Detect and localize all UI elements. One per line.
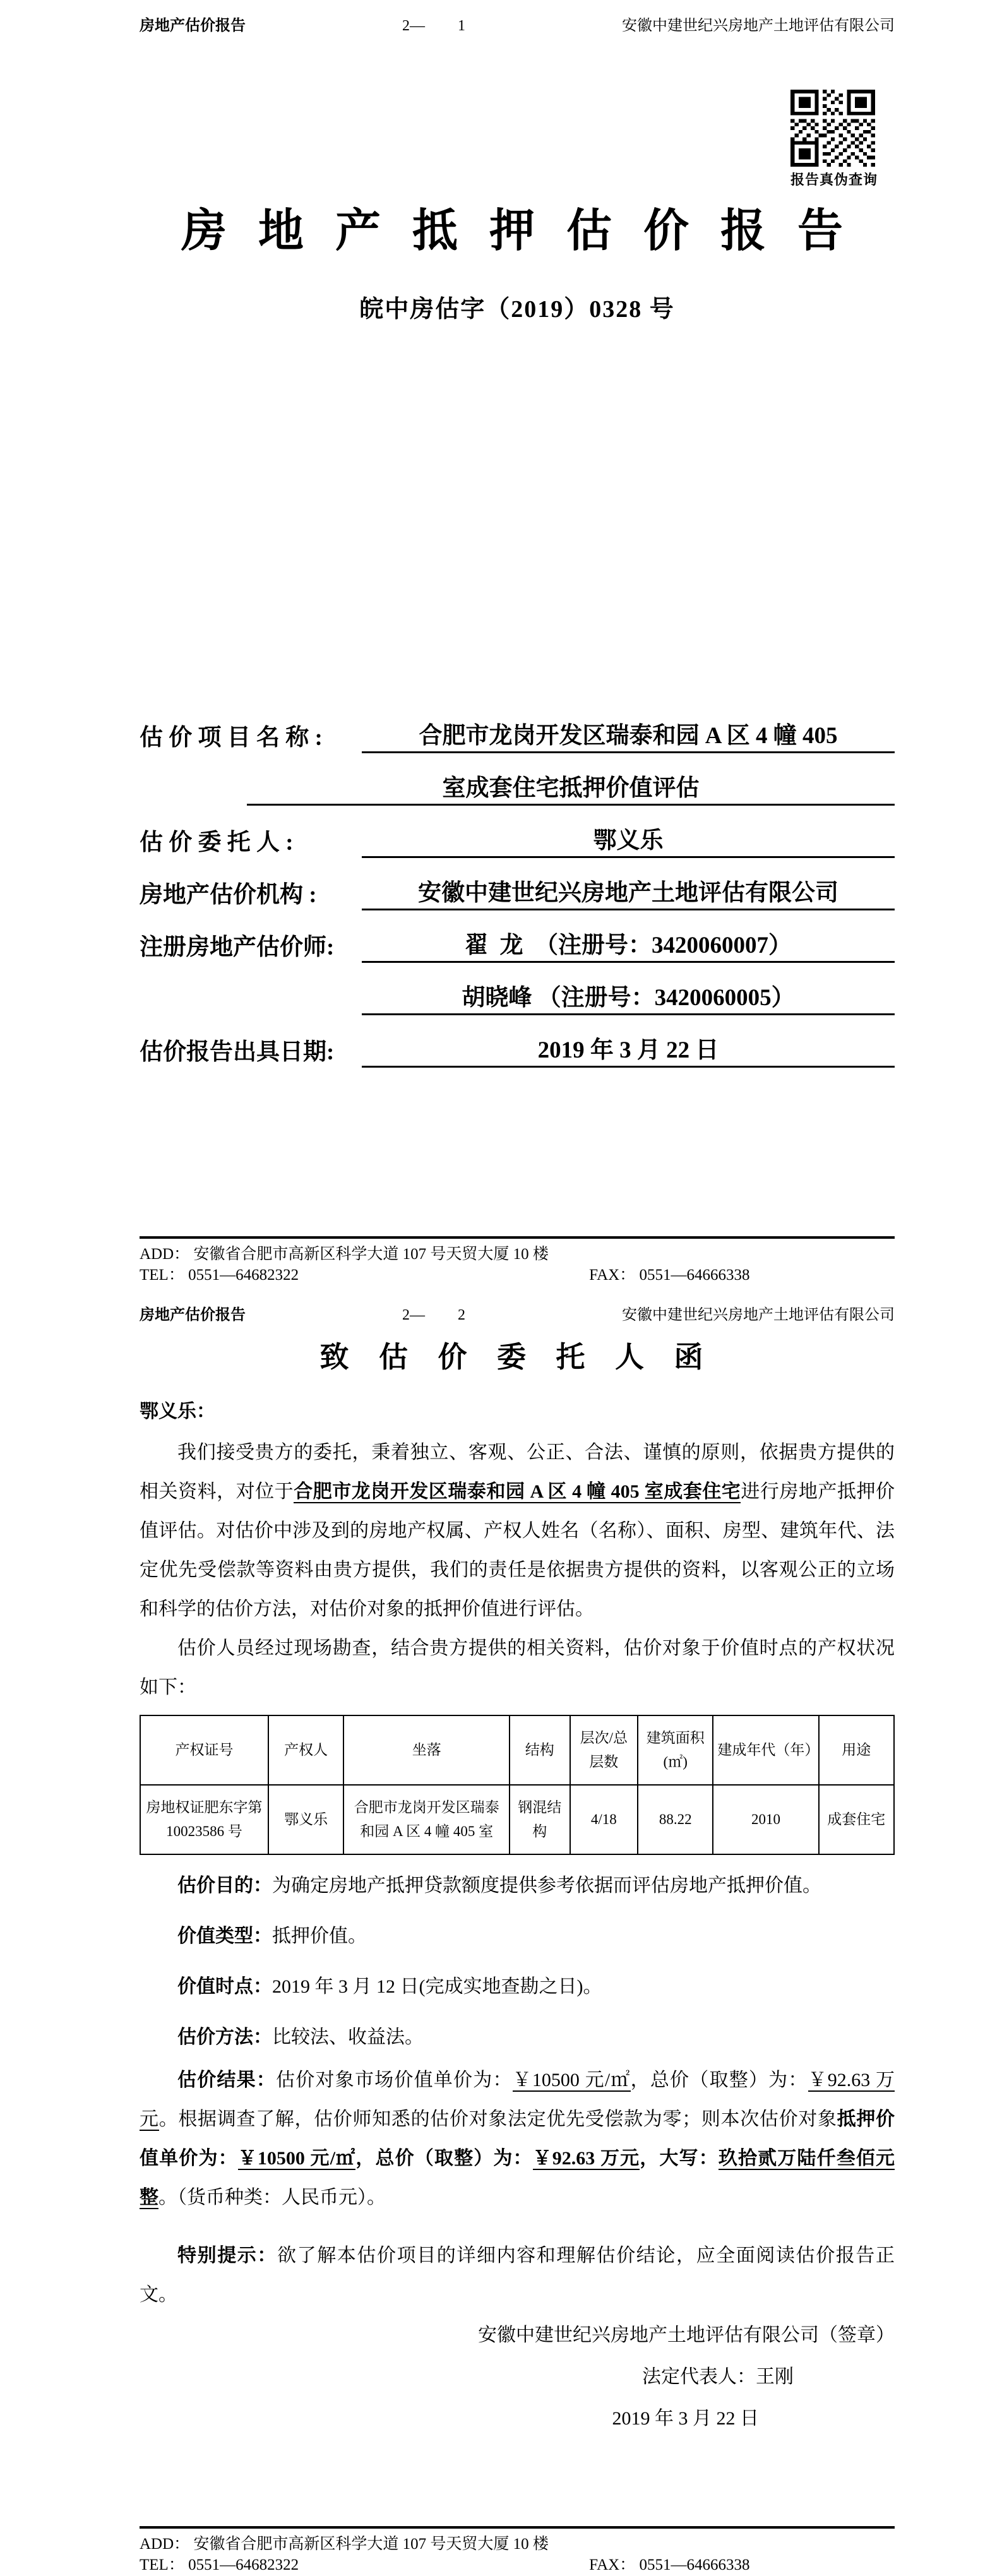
value-date-text: 2019 年 3 月 12 日(完成实地查勘之日)。 — [272, 1976, 602, 1998]
signature-company: 安徽中建世纪兴房地产土地评估有限公司（签章） — [478, 2325, 895, 2346]
report-title: 房 地 产 抵 押 估 价 报 告 — [181, 206, 853, 256]
field-value-issue-date: 2019 年 3 月 22 日 — [362, 1030, 895, 1068]
mortgage-price-intro: 抵押价值单价为： — [140, 2109, 895, 2169]
header-page-number: 2 — [458, 1307, 465, 1323]
qr-verification-block — [790, 90, 876, 189]
footer-contacts — [140, 1265, 895, 1285]
cell-year-built: 2010 — [713, 1785, 818, 1854]
valuation-method — [140, 2018, 895, 2057]
field-appraiser-1 — [140, 910, 895, 963]
result-text: 。（货币种类：人民币元）。 — [158, 2187, 386, 2209]
field-value-client: 鄂义乐 — [362, 821, 895, 858]
qr-label: 报告真伪查询 — [790, 172, 878, 188]
market-total-price: ￥92.63 万元 — [140, 2070, 895, 2130]
cell-cert-number: 房地权证肥东字第 10023586 号 — [140, 1785, 268, 1854]
header-page-indicator — [402, 1306, 465, 1325]
value-type — [140, 1917, 895, 1956]
header-page-indicator — [402, 16, 465, 35]
valuation-result — [140, 2061, 895, 2217]
field-value-appraiser-2: 胡晓峰 （注册号：3420060005） — [362, 978, 895, 1015]
header-company-name: 安徽中建世纪兴房地产土地评估有限公司 — [622, 18, 895, 34]
paragraph-text: 我们接受贵方的委托，秉着独立、客观、公正、合法、谨慎的原则，依据贵方提供的相关资料，对位于 — [140, 1442, 895, 1503]
method-label: 估价方法： — [177, 2027, 272, 2048]
result-text: 。根据调查了解，估价师知悉的估价对象法定优先受偿款为零；则本次估价对象 — [158, 2109, 837, 2130]
field-project-name — [140, 701, 895, 753]
amount-in-words: 玖拾贰万陆仟叁佰元整 — [140, 2148, 895, 2209]
mortgage-unit-price: ￥10500 元/㎡ — [237, 2148, 356, 2169]
purpose-text: 为确定房地产抵押贷款额度提供参考依据而评估房地产抵押价值。 — [272, 1875, 821, 1897]
property-name-emphasis: 合肥市龙岗开发区瑞泰和园 A 区 4 幢 405 室成套住宅 — [294, 1481, 741, 1503]
field-label-project: 估 价 项 目 名 称 : — [140, 725, 323, 751]
header-page-prefix: 2— — [402, 18, 425, 34]
result-text: ，总价（取整）为： — [630, 2070, 808, 2091]
signature-date: 2019 年 3 月 22 日 — [612, 2408, 759, 2430]
field-appraiser-2 — [140, 963, 895, 1015]
header-page-number: 1 — [458, 18, 465, 34]
paragraph-text: 进行房地产抵押价值评估。对估价中涉及到的房地产权属、产权人姓名（名称）、面积、房型、建筑年代、法定优先受偿款等资料由贵方提供，我们的责任是依据贵方提供的资料，以客观公正的立场和科学的估价方法，对估价对象的抵押价值进行评估。 — [140, 1481, 895, 1620]
header-page-prefix: 2— — [402, 1307, 425, 1323]
page-footer — [140, 1236, 895, 1285]
cell-location: 合肥市龙岗开发区瑞泰和园 A 区 4 幢 405 室 — [343, 1785, 510, 1854]
field-client — [140, 806, 895, 858]
cell-floor: 4/18 — [570, 1785, 638, 1854]
letter-greeting: 鄂义乐： — [140, 1401, 215, 1422]
cell-area: 88.22 — [638, 1785, 713, 1854]
field-value-appraiser-1: 翟 龙 （注册号：3420060007） — [362, 926, 895, 963]
market-unit-price: ￥10500 元/㎡ — [512, 2070, 631, 2091]
special-note-text: 欲了解本估价项目的详细内容和理解估价结论，应全面阅读估价报告正文。 — [140, 2245, 895, 2306]
col-usage: 用途 — [819, 1715, 894, 1785]
value-type-label: 价值类型： — [177, 1926, 272, 1947]
purpose-label: 估价目的： — [177, 1875, 272, 1897]
footer-fax: FAX： 0551—64666338 — [589, 1267, 750, 1284]
cell-owner: 鄂义乐 — [268, 1785, 343, 1854]
col-year-built: 建成年代（年） — [713, 1715, 818, 1785]
col-cert-number: 产权证号 — [140, 1715, 268, 1785]
footer-rule — [140, 2526, 895, 2529]
letter-paragraph-1 — [140, 1433, 895, 1629]
table-row — [140, 1785, 894, 1854]
result-text-bold: ，总价（取整）为： — [355, 2148, 533, 2169]
value-date — [140, 1967, 895, 2007]
signature-block — [140, 2315, 895, 2440]
qr-code-icon — [790, 90, 875, 167]
field-value-agency: 安徽中建世纪兴房地产土地评估有限公司 — [362, 873, 895, 910]
value-type-text: 抵押价值。 — [272, 1926, 367, 1947]
running-header — [140, 1301, 895, 1325]
field-agency — [140, 858, 895, 910]
cell-usage: 成套住宅 — [819, 1785, 894, 1854]
footer-rule — [140, 1236, 895, 1239]
col-area: 建筑面积(㎡) — [638, 1715, 713, 1785]
result-text: 估价对象市场价值单价为： — [276, 2070, 513, 2091]
footer-address: ADD： 安徽省合肥市高新区科学大道 107 号天贸大厦 10 楼 — [140, 2536, 549, 2553]
footer-tel: TEL： 0551—64682322 — [140, 2556, 299, 2573]
header-doc-title: 房地产估价报告 — [140, 1307, 246, 1323]
footer-address: ADD： 安徽省合肥市高新区科学大道 107 号天贸大厦 10 楼 — [140, 1246, 549, 1263]
result-label: 估价结果： — [177, 2070, 277, 2091]
col-floor: 层次/总层数 — [570, 1715, 638, 1785]
table-header-row — [140, 1715, 894, 1785]
header-doc-title: 房地产估价报告 — [140, 18, 246, 34]
col-structure: 结构 — [510, 1715, 570, 1785]
field-label-issue-date: 估价报告出具日期: — [140, 1039, 335, 1065]
cover-fields — [140, 701, 895, 1068]
col-owner: 产权人 — [268, 1715, 343, 1785]
footer-tel: TEL： 0551—64682322 — [140, 1267, 299, 1284]
mortgage-total-price: ￥92.63 万元 — [532, 2148, 640, 2169]
cell-structure: 钢混结构 — [510, 1785, 570, 1854]
letter-title: 致 估 价 委 托 人 函 — [319, 1341, 715, 1373]
footer-fax: FAX： 0551—64666338 — [589, 2556, 750, 2573]
letter-to-client-page — [0, 1301, 1002, 2576]
method-text: 比较法、收益法。 — [272, 2027, 424, 2048]
report-number: 皖中房估字（2019）0328 号 — [359, 296, 675, 323]
field-label-client: 估 价 委 托 人 : — [140, 830, 294, 856]
running-header — [140, 0, 895, 35]
field-value-project-line2: 室成套住宅抵押价值评估 — [247, 768, 895, 806]
valuation-purpose — [140, 1866, 895, 1905]
property-rights-table — [140, 1715, 895, 1855]
field-value-project-line1: 合肥市龙岗开发区瑞泰和园 A 区 4 幢 405 — [362, 716, 895, 753]
special-note-label: 特别提示： — [177, 2245, 277, 2267]
header-company-name: 安徽中建世纪兴房地产土地评估有限公司 — [622, 1307, 895, 1323]
field-label-agency: 房地产估价机构 : — [140, 882, 317, 908]
special-note — [140, 2236, 895, 2315]
signature-legal-representative: 法定代表人：王刚 — [642, 2366, 794, 2388]
field-issue-date — [140, 1015, 895, 1068]
value-date-label: 价值时点： — [177, 1976, 272, 1998]
field-project-name-line2 — [140, 753, 895, 806]
footer-contacts — [140, 2555, 895, 2575]
result-text-bold: ，大写： — [640, 2148, 719, 2169]
col-location: 坐落 — [343, 1715, 510, 1785]
field-label-appraiser: 注册房地产估价师: — [140, 934, 335, 960]
letter-paragraph-2: 估价人员经过现场勘查，结合贵方提供的相关资料，估价对象于价值时点的产权状况如下： — [140, 1638, 895, 1698]
page-footer — [140, 2526, 895, 2575]
